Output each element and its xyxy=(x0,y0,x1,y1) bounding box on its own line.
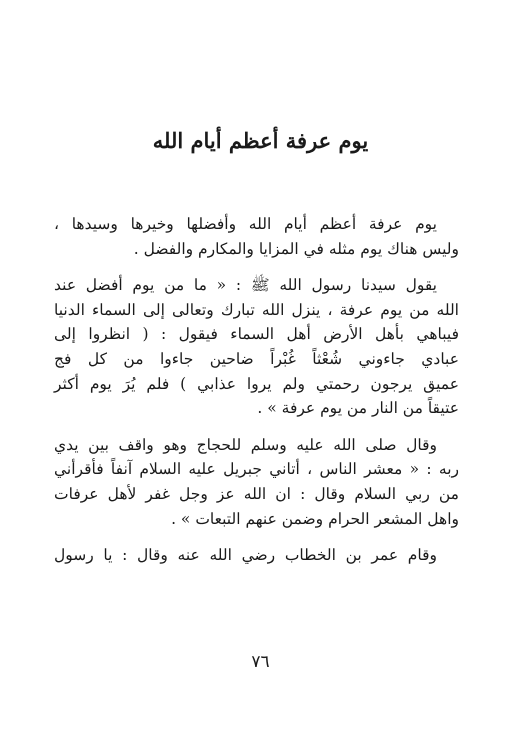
paragraph xyxy=(54,212,459,261)
chapter-title: يوم عرفة أعظم أيام الله xyxy=(152,128,369,153)
paragraph xyxy=(54,433,459,531)
text-line: الله من يوم عرفة ، ينزل الله تبارك وتعالى إلى السماء الدنيا xyxy=(54,300,459,319)
text-line: من ربي السلام وقال : ان الله عز وجل غفر لأهل عرفات xyxy=(54,484,459,503)
paragraph xyxy=(54,273,459,421)
text-line: عميق يرجون رحمتي ولم يروا عذابي ) فلم يُرَ يوم أكثر xyxy=(54,374,459,393)
text-line: ربه : « معشر الناس ، أتاني جبريل عليه السلام آنفاً فأقرأني xyxy=(54,460,459,479)
body-text xyxy=(54,212,459,580)
text-line: وقال صلى الله عليه وسلم للحجاج وهو واقف بين يدي xyxy=(54,435,437,454)
text-line: يوم عرفة أعظم أيام الله وأفضلها وخيرها وسيدها ، xyxy=(54,215,437,233)
text-line: وليس هناك يوم مثله في المزايا والمكارم والفضل . xyxy=(133,239,459,258)
paragraph xyxy=(54,543,459,568)
page-number: ٧٦ xyxy=(251,652,270,672)
text-line: واهل المشعر الحرام وضمن عنهم التبعات » . xyxy=(171,509,459,528)
text-line: عتيقاً من النار من يوم عرفة » . xyxy=(257,399,459,418)
text-line: عبادي جاءوني شُعْثاً غُبْراً ضاحين جاءوا من كل فج xyxy=(54,349,459,368)
text-line: فيباهي بأهل الأرض أهل السماء فيقول : ( انظروا إلى xyxy=(54,325,459,344)
text-line: وقام عمر بن الخطاب رضي الله عنه وقال : يا رسول xyxy=(54,546,437,565)
text-line: يقول سيدنا رسول الله ﷺ : « ما من يوم أفضل عند xyxy=(54,276,437,295)
